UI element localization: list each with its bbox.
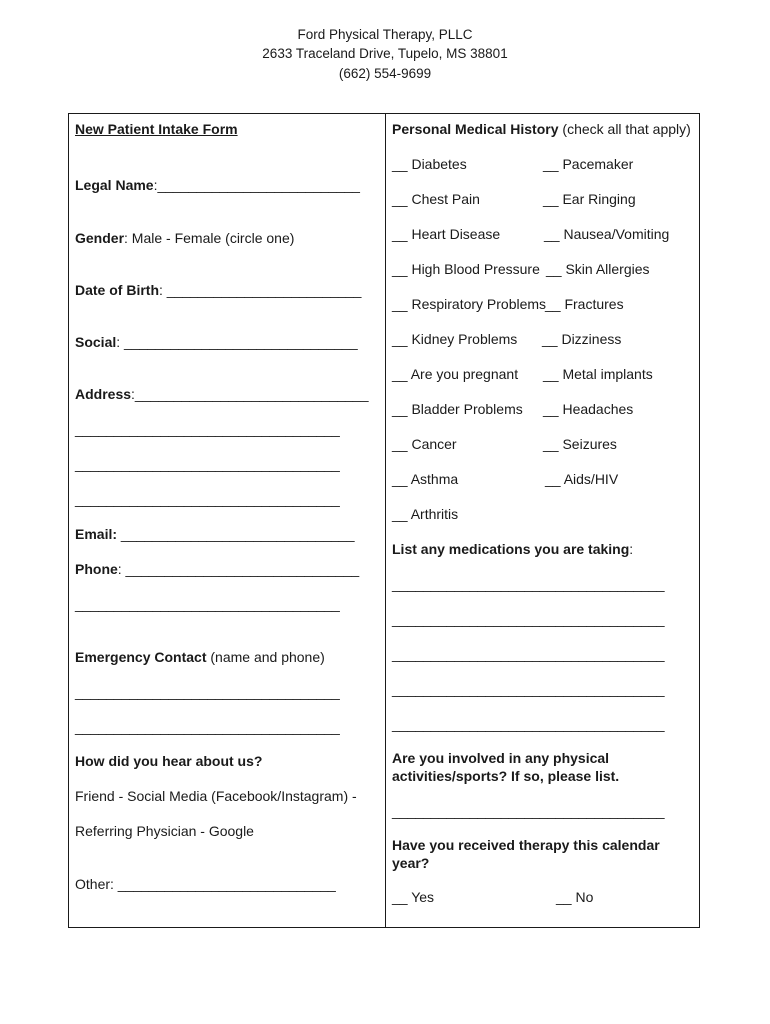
emergency-label: Emergency Contact xyxy=(75,649,207,665)
condition-checkbox[interactable]: __ Metal implants xyxy=(543,366,653,382)
column-divider xyxy=(385,114,386,927)
medications-heading xyxy=(392,541,633,557)
intake-form-table xyxy=(68,113,700,928)
referral-options-1: Friend - Social Media (Facebook/Instagram) - xyxy=(75,788,357,804)
emergency-line-1[interactable]: __________________________________ xyxy=(75,684,340,700)
social-field[interactable] xyxy=(75,334,358,350)
medication-line[interactable]: ___________________________________ xyxy=(392,646,665,662)
medical-history-hint: (check all that apply) xyxy=(558,121,691,137)
condition-checkbox[interactable]: __ Kidney Problems xyxy=(392,331,518,347)
medical-history-label: Personal Medical History xyxy=(392,121,559,137)
legal-name-line: :__________________________ xyxy=(153,177,360,193)
condition-checkbox[interactable]: __ Dizziness xyxy=(542,331,622,347)
therapy-yes-option[interactable]: __ Yes xyxy=(392,889,435,905)
medications-colon: : xyxy=(629,541,634,557)
gender-field[interactable] xyxy=(75,230,294,246)
condition-checkbox[interactable]: __ Ear Ringing xyxy=(543,191,636,207)
condition-checkbox[interactable]: __ Skin Allergies xyxy=(546,261,650,277)
emergency-contact-heading xyxy=(75,649,325,665)
condition-checkbox[interactable]: __ Respiratory Problems xyxy=(392,296,547,312)
medication-line[interactable]: ___________________________________ xyxy=(392,716,665,732)
condition-checkbox[interactable]: __ Seizures xyxy=(543,436,617,452)
condition-checkbox[interactable]: __ High Blood Pressure xyxy=(392,261,540,277)
condition-checkbox[interactable]: __ Chest Pain xyxy=(392,191,480,207)
gender-label: Gender xyxy=(75,230,125,246)
phone-field[interactable] xyxy=(75,561,359,577)
emergency-line-2[interactable]: __________________________________ xyxy=(75,719,340,735)
condition-checkbox[interactable]: __ Arthritis xyxy=(392,506,459,522)
dob-line: : _________________________ xyxy=(159,282,362,298)
referral-other-field[interactable]: Other: ____________________________ xyxy=(75,876,336,892)
activities-question-line-1: Are you involved in any physical xyxy=(392,750,610,766)
email-field[interactable] xyxy=(75,526,355,542)
dob-label: Date of Birth xyxy=(75,282,159,298)
condition-checkbox[interactable]: __ Bladder Problems xyxy=(392,401,523,417)
address-label: Address xyxy=(75,386,132,402)
medical-history-heading xyxy=(392,121,691,137)
condition-checkbox[interactable]: __ Cancer xyxy=(392,436,457,452)
medication-line[interactable]: ___________________________________ xyxy=(392,576,665,592)
medication-line[interactable]: ___________________________________ xyxy=(392,611,665,627)
therapy-no-option[interactable]: __ No xyxy=(556,889,594,905)
therapy-question-line-2: year? xyxy=(392,855,430,871)
address-field[interactable] xyxy=(75,386,369,402)
phone-line: : ______________________________ xyxy=(117,561,360,577)
address-line-4[interactable]: __________________________________ xyxy=(75,491,340,507)
phone-label: Phone xyxy=(75,561,118,577)
address-line: :______________________________ xyxy=(131,386,369,402)
referral-options-2: Referring Physician - Google xyxy=(75,823,254,839)
condition-checkbox[interactable]: __ Aids/HIV xyxy=(545,471,619,487)
medications-label: List any medications you are taking xyxy=(392,541,630,557)
activities-answer-line[interactable]: ___________________________________ xyxy=(392,803,665,819)
condition-checkbox[interactable]: __ Fractures xyxy=(545,296,624,312)
form-title: New Patient Intake Form xyxy=(75,121,238,137)
legal-name-label: Legal Name xyxy=(75,177,154,193)
condition-checkbox[interactable]: __ Asthma xyxy=(392,471,459,487)
condition-checkbox[interactable]: __ Headaches xyxy=(543,401,634,417)
address-line-2[interactable]: __________________________________ xyxy=(75,421,340,437)
emergency-hint: (name and phone) xyxy=(206,649,325,665)
therapy-question-line-1: Have you received therapy this calendar xyxy=(392,837,660,853)
condition-checkbox[interactable]: __ Are you pregnant xyxy=(392,366,519,382)
email-label: Email: xyxy=(75,526,118,542)
social-label: Social xyxy=(75,334,117,350)
phone-line-2[interactable]: __________________________________ xyxy=(75,596,340,612)
condition-checkbox[interactable]: __ Diabetes xyxy=(392,156,467,172)
activities-question-line-2: activities/sports? If so, please list. xyxy=(392,768,620,784)
company-phone: (662) 554-9699 xyxy=(338,66,432,81)
condition-checkbox[interactable]: __ Nausea/Vomiting xyxy=(544,226,670,242)
legal-name-field[interactable] xyxy=(75,177,360,193)
gender-options: : Male - Female (circle one) xyxy=(124,230,295,246)
address-line-3[interactable]: __________________________________ xyxy=(75,456,340,472)
condition-checkbox[interactable]: __ Pacemaker xyxy=(543,156,634,172)
company-name: Ford Physical Therapy, PLLC xyxy=(297,27,473,42)
medication-line[interactable]: ___________________________________ xyxy=(392,681,665,697)
company-address: 2633 Traceland Drive, Tupelo, MS 38801 xyxy=(262,46,508,61)
email-line: ______________________________ xyxy=(117,526,355,542)
referral-question: How did you hear about us? xyxy=(75,753,263,769)
social-line: : ______________________________ xyxy=(116,334,358,350)
condition-checkbox[interactable]: __ Heart Disease xyxy=(392,226,501,242)
dob-field[interactable] xyxy=(75,282,361,298)
